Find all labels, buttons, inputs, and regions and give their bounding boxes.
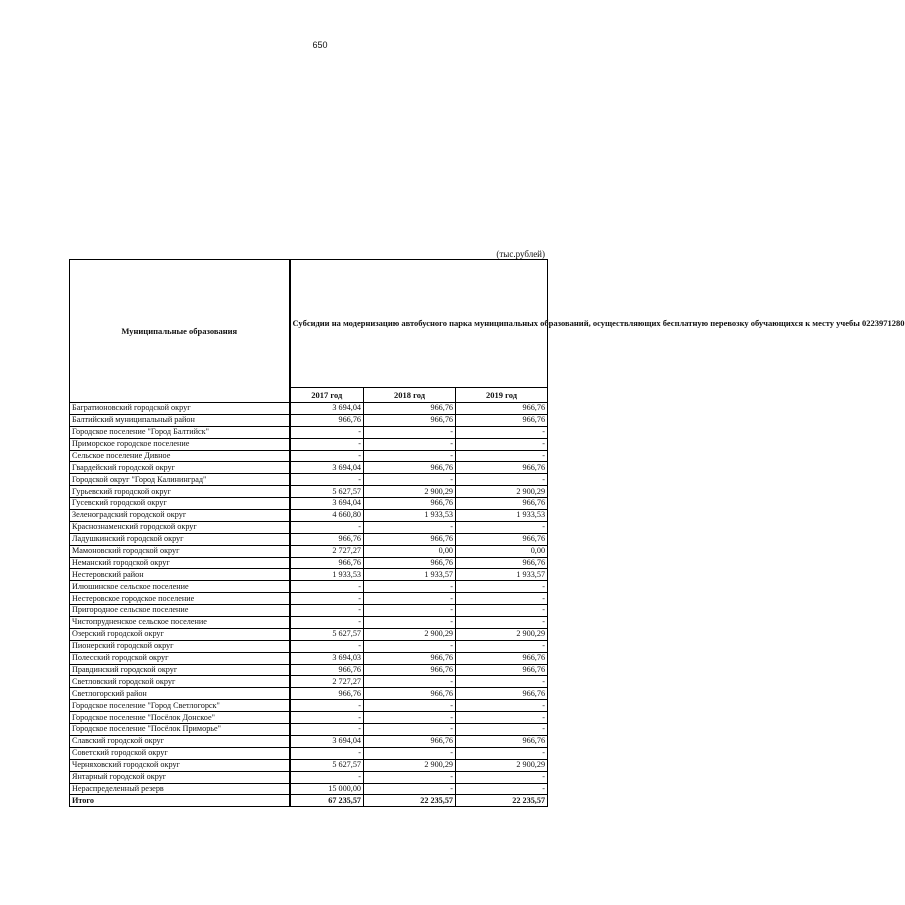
table-row	[70, 628, 548, 640]
value-2018: 966,76	[364, 735, 456, 747]
table-row	[70, 533, 548, 545]
value-2017: -	[290, 617, 364, 629]
value-2019: 966,76	[456, 462, 548, 474]
year-header-2019: 2019 год	[456, 388, 548, 403]
municipality-name: Гурьевский городской округ	[70, 486, 290, 498]
value-2018: 966,76	[364, 533, 456, 545]
table-row	[70, 724, 548, 736]
table-row	[70, 605, 548, 617]
table-row	[70, 640, 548, 652]
value-2018: 966,76	[364, 557, 456, 569]
value-2017: -	[290, 581, 364, 593]
value-2019: 966,76	[456, 403, 548, 415]
value-2017: -	[290, 640, 364, 652]
value-2019: -	[456, 712, 548, 724]
value-2017: -	[290, 605, 364, 617]
value-2018: 966,76	[364, 652, 456, 664]
municipality-name: Краснознаменский городской округ	[70, 521, 290, 533]
table-body	[70, 403, 548, 807]
value-2019: 0,00	[456, 545, 548, 557]
value-2017: 15 000,00	[290, 783, 364, 795]
value-2019: -	[456, 474, 548, 486]
value-2017: 5 627,57	[290, 486, 364, 498]
value-2019: 1 933,53	[456, 510, 548, 522]
municipality-name: Городское поселение "Город Балтийск"	[70, 426, 290, 438]
municipality-name: Светлогорский район	[70, 688, 290, 700]
value-2018: 966,76	[364, 462, 456, 474]
value-2017: 5 627,57	[290, 759, 364, 771]
table-row	[70, 569, 548, 581]
value-2018: 966,76	[364, 414, 456, 426]
value-2018: -	[364, 617, 456, 629]
value-2019: -	[456, 700, 548, 712]
value-2017: -	[290, 438, 364, 450]
value-2019: -	[456, 450, 548, 462]
value-2019: 966,76	[456, 652, 548, 664]
value-2019: -	[456, 593, 548, 605]
table-row	[70, 664, 548, 676]
municipality-name: Пионерский городской округ	[70, 640, 290, 652]
municipality-name: Приморское городское поселение	[70, 438, 290, 450]
municipality-name: Чистопрудненское сельское поселение	[70, 617, 290, 629]
municipality-column-header: Муниципальные образования	[70, 260, 290, 403]
table-row	[70, 652, 548, 664]
value-2017: 3 694,03	[290, 652, 364, 664]
value-2019: -	[456, 640, 548, 652]
value-2017: -	[290, 771, 364, 783]
value-2018: 1 933,57	[364, 569, 456, 581]
table-row	[70, 735, 548, 747]
municipality-name: Илюшинское сельское поселение	[70, 581, 290, 593]
value-2017: 966,76	[290, 557, 364, 569]
value-2018: -	[364, 724, 456, 736]
municipality-name: Ладушкинский городской округ	[70, 533, 290, 545]
municipality-name: Неманский городской округ	[70, 557, 290, 569]
value-2019: -	[456, 676, 548, 688]
value-2019: -	[456, 438, 548, 450]
value-2019: 1 933,57	[456, 569, 548, 581]
value-2018: 2 900,29	[364, 759, 456, 771]
municipality-name: Багратионовский городской округ	[70, 403, 290, 415]
value-2019: 966,76	[456, 557, 548, 569]
value-2019: -	[456, 426, 548, 438]
value-2018: -	[364, 438, 456, 450]
municipality-name: Балтийский муниципальный район	[70, 414, 290, 426]
value-2017: 3 694,04	[290, 462, 364, 474]
value-2018: -	[364, 771, 456, 783]
value-2018: -	[364, 450, 456, 462]
value-2017: 966,76	[290, 688, 364, 700]
table-row	[70, 676, 548, 688]
value-2017: 966,76	[290, 414, 364, 426]
value-2018: 966,76	[364, 688, 456, 700]
municipality-name: Советский городской округ	[70, 747, 290, 759]
value-2018: 966,76	[364, 664, 456, 676]
total-value-2018: 22 235,57	[364, 795, 456, 807]
value-2018: -	[364, 474, 456, 486]
table-row	[70, 403, 548, 415]
table-row	[70, 521, 548, 533]
value-2019: -	[456, 581, 548, 593]
value-2018: 966,76	[364, 498, 456, 510]
value-2018: -	[364, 640, 456, 652]
table-row	[70, 474, 548, 486]
municipality-name: Нестеровский район	[70, 569, 290, 581]
value-2018: -	[364, 605, 456, 617]
value-2019: -	[456, 521, 548, 533]
municipality-name: Городское поселение "Посёлок Донское"	[70, 712, 290, 724]
municipality-name: Мамоновский городской округ	[70, 545, 290, 557]
value-2017: -	[290, 712, 364, 724]
table-row	[70, 426, 548, 438]
municipality-name: Правдинский городской округ	[70, 664, 290, 676]
units-label: (тыс.рублей)	[496, 249, 545, 259]
table-row	[70, 510, 548, 522]
value-2017: 3 694,04	[290, 403, 364, 415]
value-2017: 2 727,27	[290, 676, 364, 688]
table-row	[70, 771, 548, 783]
total-value-2017: 67 235,57	[290, 795, 364, 807]
table-row	[70, 712, 548, 724]
value-2017: 1 933,53	[290, 569, 364, 581]
table-row	[70, 414, 548, 426]
value-2019: 966,76	[456, 533, 548, 545]
value-2019: -	[456, 617, 548, 629]
value-2017: -	[290, 450, 364, 462]
value-2018: -	[364, 712, 456, 724]
value-2018: 2 900,29	[364, 628, 456, 640]
municipality-name: Гусевский городской округ	[70, 498, 290, 510]
table-row	[70, 783, 548, 795]
table-row	[70, 486, 548, 498]
value-2019: 966,76	[456, 688, 548, 700]
value-2018: -	[364, 521, 456, 533]
value-2017: -	[290, 700, 364, 712]
value-2017: -	[290, 474, 364, 486]
table-row	[70, 581, 548, 593]
value-2018: 2 900,29	[364, 486, 456, 498]
year-header-2018: 2018 год	[364, 388, 456, 403]
value-2019: -	[456, 605, 548, 617]
value-2017: -	[290, 747, 364, 759]
municipality-name: Нестеровское городское поселение	[70, 593, 290, 605]
municipality-name: Светловский городской округ	[70, 676, 290, 688]
value-2017: 3 694,04	[290, 498, 364, 510]
municipality-name: Янтарный городской округ	[70, 771, 290, 783]
value-2019: 966,76	[456, 498, 548, 510]
value-2018: -	[364, 426, 456, 438]
municipality-name: Озерский городской округ	[70, 628, 290, 640]
value-2017: -	[290, 724, 364, 736]
value-2017: 3 694,04	[290, 735, 364, 747]
value-2017: -	[290, 426, 364, 438]
value-2018: -	[364, 747, 456, 759]
total-row	[70, 795, 548, 807]
table-row	[70, 498, 548, 510]
value-2018: 966,76	[364, 403, 456, 415]
table-row	[70, 617, 548, 629]
value-2018: 0,00	[364, 545, 456, 557]
table-row	[70, 450, 548, 462]
municipality-name: Черняховский городской округ	[70, 759, 290, 771]
municipality-name: Пригородное сельское поселение	[70, 605, 290, 617]
value-2018: -	[364, 593, 456, 605]
value-2019: -	[456, 724, 548, 736]
table-row	[70, 438, 548, 450]
subsidy-table	[69, 259, 905, 807]
municipality-name: Нераспределенный резерв	[70, 783, 290, 795]
municipality-name: Сельское поселение Дивное	[70, 450, 290, 462]
value-2019: 966,76	[456, 735, 548, 747]
value-2019: -	[456, 747, 548, 759]
municipality-name: Славский городской округ	[70, 735, 290, 747]
table-row	[70, 688, 548, 700]
subsidy-title-header: Субсидии на модернизацию автобусного парка муниципальных образований, осуществляющих бесплатную перевозку обучающихся к месту учебы 0223971280	[290, 260, 548, 388]
value-2017: 966,76	[290, 664, 364, 676]
value-2019: 966,76	[456, 664, 548, 676]
value-2019: -	[456, 771, 548, 783]
total-value-2019: 22 235,57	[456, 795, 548, 807]
municipality-name: Городское поселение "Город Светлогорск"	[70, 700, 290, 712]
table-row	[70, 747, 548, 759]
page-number: 650	[312, 40, 328, 50]
value-2017: 2 727,27	[290, 545, 364, 557]
year-header-2017: 2017 год	[290, 388, 364, 403]
value-2019: 2 900,29	[456, 759, 548, 771]
table-row	[70, 593, 548, 605]
value-2017: -	[290, 521, 364, 533]
total-label: Итого	[70, 795, 290, 807]
municipality-name: Полесский городской округ	[70, 652, 290, 664]
value-2017: 4 660,80	[290, 510, 364, 522]
municipality-name: Гвардейский городской округ	[70, 462, 290, 474]
value-2019: -	[456, 783, 548, 795]
value-2017: 5 627,57	[290, 628, 364, 640]
value-2018: -	[364, 581, 456, 593]
value-2018: -	[364, 676, 456, 688]
municipality-name: Зеленоградский городской округ	[70, 510, 290, 522]
table-row	[70, 557, 548, 569]
municipality-name: Городское поселение "Посёлок Приморье"	[70, 724, 290, 736]
value-2018: -	[364, 700, 456, 712]
value-2019: 2 900,29	[456, 486, 548, 498]
table-row	[70, 545, 548, 557]
value-2019: 966,76	[456, 414, 548, 426]
table-row	[70, 462, 548, 474]
value-2018: -	[364, 783, 456, 795]
value-2017: -	[290, 593, 364, 605]
table-row	[70, 700, 548, 712]
value-2018: 1 933,53	[364, 510, 456, 522]
value-2017: 966,76	[290, 533, 364, 545]
municipality-name: Городской округ "Город Калининград"	[70, 474, 290, 486]
table-row	[70, 759, 548, 771]
value-2019: 2 900,29	[456, 628, 548, 640]
